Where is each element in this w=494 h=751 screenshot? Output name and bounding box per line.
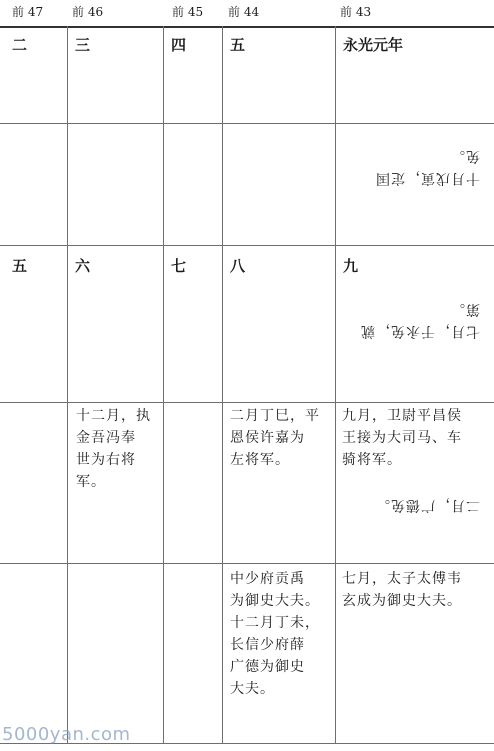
header-col-5: 前 43 — [340, 5, 372, 19]
row4-col5-line-1: 九月，卫尉平昌侯 — [342, 408, 462, 424]
row5-col4-entry — [230, 568, 334, 700]
row-divider-1 — [0, 123, 494, 124]
header-col-2: 前 46 — [72, 5, 104, 19]
col-divider-3 — [222, 26, 223, 743]
site-watermark: 5000yan.com — [2, 724, 131, 745]
header-col-1: 前 47 — [12, 5, 44, 19]
row3-col5-line-2: 第。 — [450, 301, 480, 317]
row5-col5-line-1: 七月，太子太傅韦 — [342, 571, 462, 587]
row4-col4-line-3: 左将军。 — [230, 452, 290, 468]
row4-col5-upside-text — [370, 494, 480, 516]
column-header — [0, 0, 494, 26]
col-divider-2 — [163, 26, 164, 743]
header-col-4: 前 44 — [228, 5, 260, 19]
row3-col5-number: 九 — [343, 257, 359, 275]
row3-col1-number: 五 — [12, 257, 28, 275]
col-divider-4 — [335, 26, 336, 743]
row4-col2-line-2: 金吾冯奉 — [76, 430, 136, 446]
row4-col5-line-3: 骑将军。 — [342, 452, 402, 468]
row5-col4-line-3: 十二月丁未， — [230, 615, 320, 631]
row1-col1-number: 二 — [12, 36, 28, 54]
row3-col2-number: 六 — [75, 257, 91, 275]
row1-col2-number: 三 — [75, 36, 91, 54]
row-divider-2 — [0, 245, 494, 246]
row4-col5-upside-line-1: 二月，广德免。 — [375, 497, 480, 513]
row5-col4-line-1: 中少府贡禹 — [230, 571, 305, 587]
row5-col4-line-4: 长信少府薛 — [230, 637, 305, 653]
col-divider-1 — [67, 26, 68, 743]
row5-col5-entry — [342, 568, 492, 612]
row1-col3-number: 四 — [171, 36, 187, 54]
row-divider-3 — [0, 402, 494, 403]
row4-col4-line-2: 恩侯许嘉为 — [230, 430, 305, 446]
row5-col4-line-6: 大夫。 — [230, 681, 275, 697]
row1-col5-reign-year: 永光元年 — [343, 36, 404, 54]
row3-col5-line-1: 七月，于永免，就 — [360, 323, 480, 339]
row2-col5-line-2: 免。 — [450, 148, 480, 164]
row4-col2-line-1: 十二月，执 — [76, 408, 151, 424]
row3-col4-number: 八 — [230, 257, 246, 275]
row-divider-4 — [0, 563, 494, 564]
row4-col4-line-1: 二月丁巳，平 — [230, 408, 320, 424]
row2-col5-line-1: 十月戊寅，定国 — [375, 170, 480, 186]
row4-col2-line-4: 军。 — [76, 474, 106, 490]
row4-col2-entry — [76, 405, 162, 493]
row4-col5-line-2: 王接为大司马、车 — [342, 430, 462, 446]
header-rule — [0, 26, 494, 28]
row2-col5-upside-text — [360, 145, 480, 189]
row4-col2-line-3: 世为右将 — [76, 452, 136, 468]
row3-col5-upside-text — [345, 298, 480, 342]
header-col-3: 前 45 — [172, 5, 204, 19]
row4-col5-entry — [342, 405, 492, 471]
row5-col4-line-5: 广德为御史 — [230, 659, 305, 675]
row5-col5-line-2: 玄成为御史大夫。 — [342, 593, 462, 609]
row5-col4-line-2: 为御史大夫。 — [230, 593, 320, 609]
row4-col4-entry — [230, 405, 334, 471]
row3-col3-number: 七 — [171, 257, 187, 275]
row1-col4-number: 五 — [230, 36, 246, 54]
